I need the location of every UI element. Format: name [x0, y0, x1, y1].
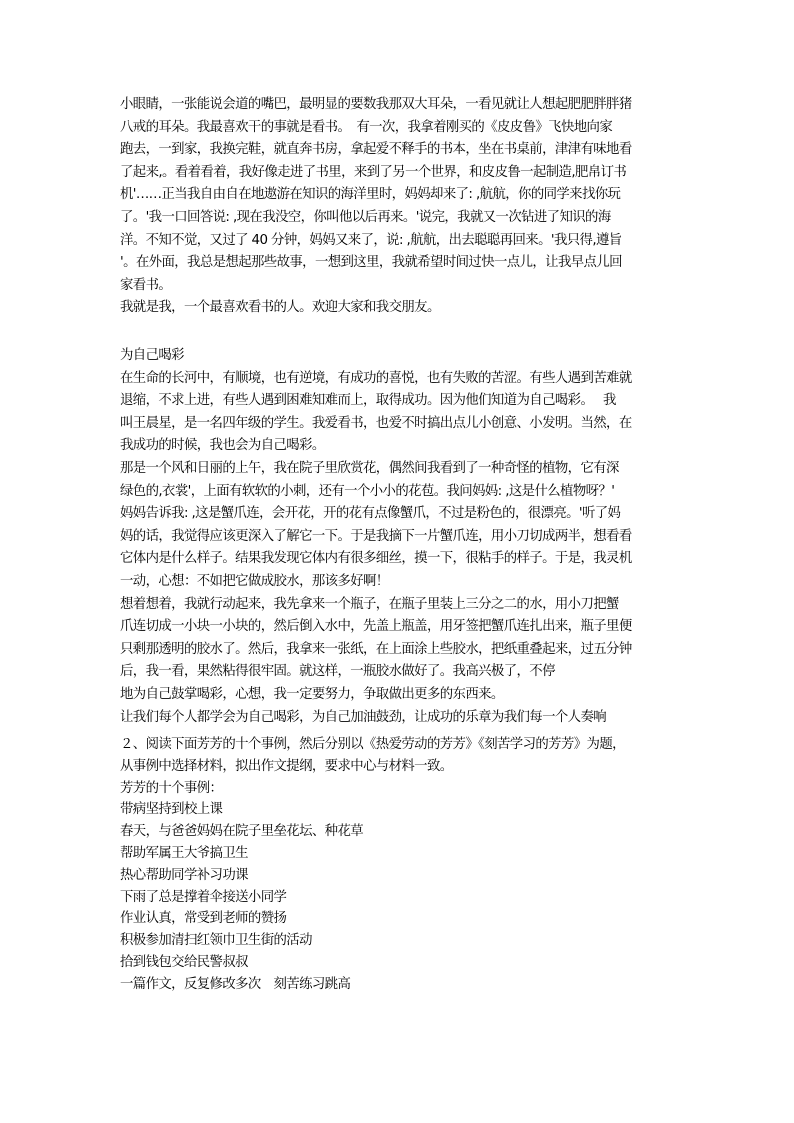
- essay2-line: 一动，心想：不如把它做成胶水，那该多好啊！: [120, 573, 389, 589]
- exercise-instruction: 从事例中选择材料，拟出作文提纲，要求中心与材料一致。: [120, 758, 453, 774]
- essay1-line: 家看书。: [120, 277, 172, 293]
- essay2-line: 想着想着，我就行动起来，我先拿来一个瓶子，在瓶子里装上三分之二的水，用小刀把蟹: [120, 596, 619, 612]
- essay2-line: 它体内是什么样子。结果我发现它体内有很多细丝，摸一下，很粘手的样子。于是，我灵机: [120, 551, 632, 567]
- essay2-title: 为自己喝彩: [120, 348, 184, 363]
- essay1-line: 小眼睛，一张能说会道的嘴巴，最明显的要数我那双大耳朵，一看见就让人想起肥肥胖胖猪: [120, 97, 632, 112]
- essay2-line: 退缩，不求上进，有些人遇到困难知难而上，取得成功。因为他们知道为自己喝彩。 我: [120, 393, 616, 409]
- essay2-line: 让我们每个人都学会为自己喝彩，为自己加油鼓劲，让成功的乐章为我们每一个人奏响: [120, 709, 607, 725]
- exercise-list-heading: 芳芳的十个事例：: [120, 780, 223, 796]
- essay1-line: 了起来,。看着看着，我好像走进了书里，来到了另一个世界，和皮皮鲁一起制造,肥帛订书: [120, 164, 627, 180]
- essay2-line: 只剩那透明的胶水了。然后，我拿来一张纸，在上面涂上些胶水，把纸重叠起来，过五分钟: [120, 641, 632, 657]
- essay2-line: 绿色的,衣裳'，上面有软软的小刺，还有一个小小的花苞。我问妈妈: ,这是什么植物呀？': [120, 483, 615, 499]
- essay2-line: 在生命的长河中，有顺境，也有逆境，有成功的喜悦，也有失败的苦涩。有些人遇到苦难就: [120, 370, 632, 386]
- essay-self-introduction: [120, 94, 680, 320]
- exercise-list-item: 作业认真，常受到老师的赞扬: [120, 911, 287, 927]
- exercise-instruction: ２、阅读下面芳芳的十个事例，然后分别以《热爱劳动的芳芳》《刻苦学习的芳芳》为题，: [120, 737, 625, 752]
- essay1-line: 机'……正当我自由自在地遨游在知识的海洋里时，妈妈却来了: ,航航，你的同学来找你玩: [120, 187, 621, 203]
- essay1-line: 洋。不知不觉，又过了 40 分钟，妈妈又来了，说: ,航航，出去聪聪再回来。'我只得,遵旨: [120, 232, 622, 248]
- essay1-line: 八戒的耳朵。我最喜欢干的事就是看书。 有一次，我拿着刚买的《皮皮鲁》飞快地向家: [120, 119, 613, 135]
- exercise-list-item: 拾到钱包交给民警叔叔: [120, 954, 248, 970]
- essay1-line: '。在外面，我总是想起那些故事，一想到这里，我就希望时间过快一点儿，让我早点儿回: [120, 255, 622, 271]
- essay2-line: 妈的话，我觉得应该更深入了解它一下。于是我摘下一片蟹爪连，用小刀切成两半，想看看: [120, 528, 632, 544]
- exercise-list-item: 一篇作文，反复修改多次 刻苦练习跳高: [120, 976, 351, 992]
- essay2-line: 叫王晨星，是一名四年级的学生。我爱看书，也爱不时搞出点儿小创意、小发明。当然，在: [120, 415, 632, 431]
- essay2-line: 后，我一看，果然粘得很牢固。就这样，一瓶胶水做好了。我高兴极了，不停: [120, 664, 555, 680]
- essay1-line: 了。'我一口回答说: ,现在我没空，你叫他以后再来。'说完，我就又一次钻进了知识的海: [120, 209, 611, 225]
- exercise-list-item: 带病坚持到校上课: [120, 802, 223, 818]
- essay2-line: 我成功的时候，我也会为自己喝彩。: [120, 438, 325, 454]
- exercise-list-item: 春天，与爸爸妈妈在院子里垒花坛、种花草: [120, 824, 364, 840]
- essay1-line: 跑去，一到家，我换完鞋，就直奔书房，拿起爱不释手的书本，坐在书桌前，津津有味地看: [120, 142, 632, 158]
- essay-cheer-for-yourself: [120, 345, 680, 729]
- essay2-line: 妈妈告诉我: ,这是蟹爪连，会开花，开的花有点像蟹爪，不过是粉色的，很漂亮。'听了妈: [120, 506, 621, 522]
- essay2-line: 那是一个风和日丽的上午，我在院子里欣赏花，偶然间我看到了一种奇怪的植物，它有深: [120, 460, 619, 476]
- essay2-line: 地为自己鼓掌喝彩，心想，我一定要努力，争取做出更多的东西来。: [120, 686, 504, 702]
- exercise-two: [120, 734, 680, 996]
- essay1-line: 我就是我，一个最喜欢看书的人。欢迎大家和我交朋友。: [120, 300, 440, 316]
- exercise-list-item: 帮助军属王大爷搞卫生: [120, 845, 248, 861]
- exercise-list-item: 下雨了总是撑着伞接送小同学: [120, 889, 287, 905]
- exercise-list-item: 热心帮助同学补习功课: [120, 867, 248, 883]
- essay2-line: 爪连切成一小块一小块的，然后倒入水中，先盖上瓶盖，用牙签把蟹爪连扎出来，瓶子里便: [120, 619, 632, 635]
- exercise-list-item: 积极参加清扫红领巾卫生街的活动: [120, 933, 312, 949]
